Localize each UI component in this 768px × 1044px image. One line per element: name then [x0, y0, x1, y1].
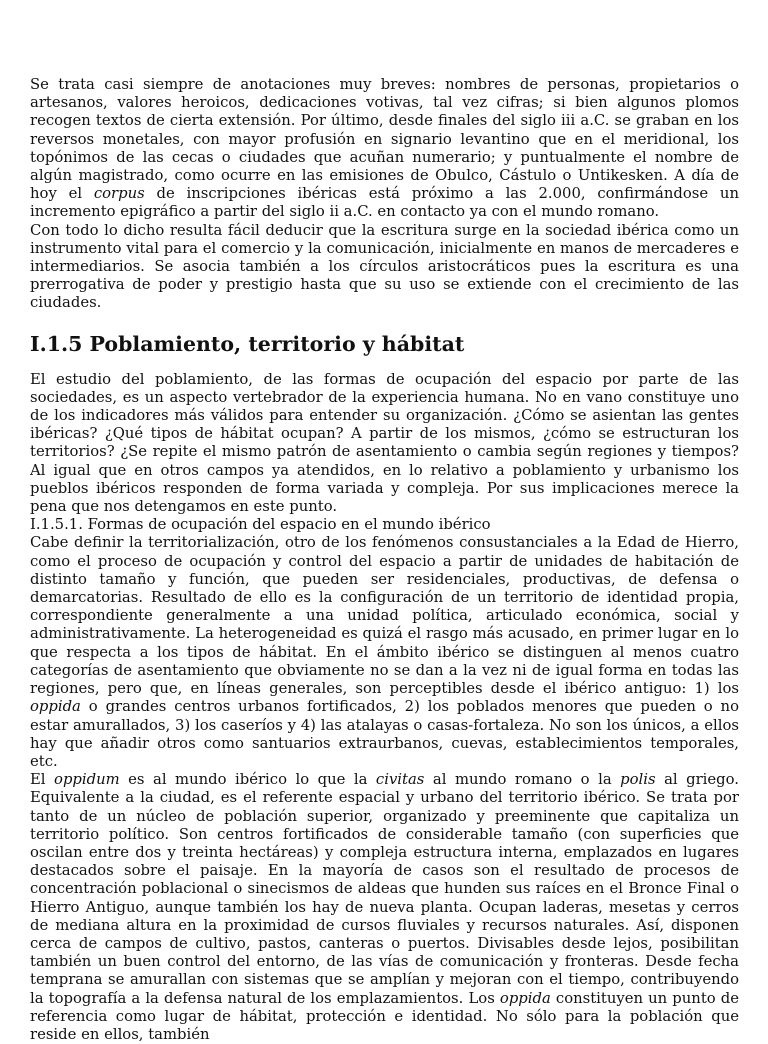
intro-paragraph: El estudio del poblamiento, de las formas de ocupación del espacio por parte de las sociedades, es un aspecto vertebrador de la experiencia humana. No en vano constituye uno de los indicadores más válidos para entender su organización. ¿Cómo se asientan las gentes ibéricas? ¿Qué tipos de hábitat ocupan? A partir de los mismos, ¿cómo se estructuran los territorios? ¿Se repite el mismo patrón de asentamiento o cambia según regiones y tiempos? Al igual que en otros campos ya atendidos, en lo relativo a poblamiento y urbanismo los pueblos ibéricos responden de forma variada y compleja. Por sus implicaciones merece la pena que nos detengamos en este punto.	[30, 370, 739, 516]
text-run: Se trata casi siempre de anotaciones muy breves: nombres de personas, propietarios o artesanos, valores heroicos, dedicaciones votivas, tal vez cifras; si bien algunos plomos recogen textos de cierta extensión. Por último, desde finales del siglo iii a.C. se graban en los reversos monetales, con mayor profusión en signario levantino que en el meridional, los topónimos de las cecas o ciudades que acuñan numerario; y puntualmente el nombre de algún magistrado, como ocurre en las emisiones de Obulco, Cástulo o Untikesken. A día de hoy el	[30, 76, 739, 203]
text-run: Con todo lo dicho resulta fácil deducir que la escritura surge en la sociedad ibérica como un instrumento vital para el comercio y la comunicación, inicialmente en manos de mercaderes e intermediarios. Se asocia también a los círculos aristocráticos pues la escritura es una prerrogativa de poder y prestigio hasta que su uso se extiende con el crecimiento de las ciudades.	[30, 221, 739, 312]
subsection-heading: I.1.5.1. Formas de ocupación del espacio en el mundo ibérico	[30, 516, 491, 534]
paragraph-territorializacion	[30, 534, 739, 771]
text-run: Cabe definir la territorialización, otro de los fenómenos consustanciales a la Edad de Hierro, como el proceso de ocupación y control del espacio a partir de unidades de habitación de distinto tamaño y función, que pueden ser residenciales, productivas, de defensa o demarcatorias. Resultado de ello es la configuración de un territorio de identidad propia, correspondiente generalmente a una unidad política, articulado económica, social y administrativamente. La heterogeneidad es quizá el rasgo más acusado, en primer lugar en lo que respecta a los tipos de hábitat. En el ámbito ibérico se distinguen al menos cuatro categorías de asentamiento que obviamente no se dan a la vez ni de igual forma en todas las regiones, pero que, en líneas generales, son perceptibles desde el ibérico antiguo: 1) los	[30, 534, 739, 698]
text-run: El	[30, 771, 55, 789]
document-page	[30, 76, 739, 1044]
italic-term: civitas	[375, 771, 425, 789]
text-run: constituyen un punto de referencia como lugar de hábitat, protección e identidad. No sólo para la población que reside en ellos, también	[30, 989, 740, 1043]
italic-term: polis	[620, 771, 656, 789]
text-run: o grandes centros urbanos fortificados, 2) los poblados menores que pueden o no estar amurallados, 3) los caseríos y 4) las atalayas o casas-fortaleza. No son los únicos, a ellos hay que añadir otros como santuarios extraurbanos, cuevas, establecimientos temporales, etc.	[30, 698, 739, 770]
paragraph-oppidum	[30, 771, 739, 1044]
italic-term: corpus	[93, 185, 145, 203]
italic-term: oppida	[499, 989, 551, 1007]
paragraph-1	[30, 76, 739, 222]
text-run: es al mundo ibérico lo que la	[119, 771, 376, 789]
section-heading: I.1.5 Poblamiento, territorio y hábitat	[30, 331, 465, 356]
paragraph-2	[30, 222, 739, 313]
text-run: de inscripciones ibéricas está próximo a las 2.000, confirmándose un incremento epigráfico a partir del siglo ii a.C. en contacto ya con el mundo romano.	[30, 185, 739, 221]
italic-term: oppidum	[54, 771, 120, 789]
text-run: al griego. Equivalente a la ciudad, es el referente espacial y urbano del territorio ibérico. Se trata por tanto de un núcleo de población superior, organizado y preeminente que capitaliza un territorio político. Son centros fortificados de considerable tamaño (con superficies que oscilan entre dos y treinta hectáreas) y compleja estructura interna, emplazados en lugares destacados sobre el paisaje. En la mayoría de casos son el resultado de procesos de concentración poblacional o sinecismos de aldeas que hunden sus raíces en el Bronce Final o Hierro Antiguo, aunque también los hay de nueva planta. Ocupan laderas, mesetas y cerros de mediana altura en la proximidad de cursos fluviales y recursos naturales. Así, disponen cerca de campos de cultivo, pastos, canteras o puertos. Divisables desde lejos, posibilitan también un buen control del entorno, de las vías de comunicación y fronteras. Desde fecha temprana se amurallan con sistemas que se amplían y mejoran con el tiempo, contribuyendo la topografía a la defensa natural de los emplazamientos. Los	[30, 771, 739, 1007]
text-run: al mundo romano o la	[424, 771, 621, 789]
italic-term: oppida	[30, 698, 81, 716]
